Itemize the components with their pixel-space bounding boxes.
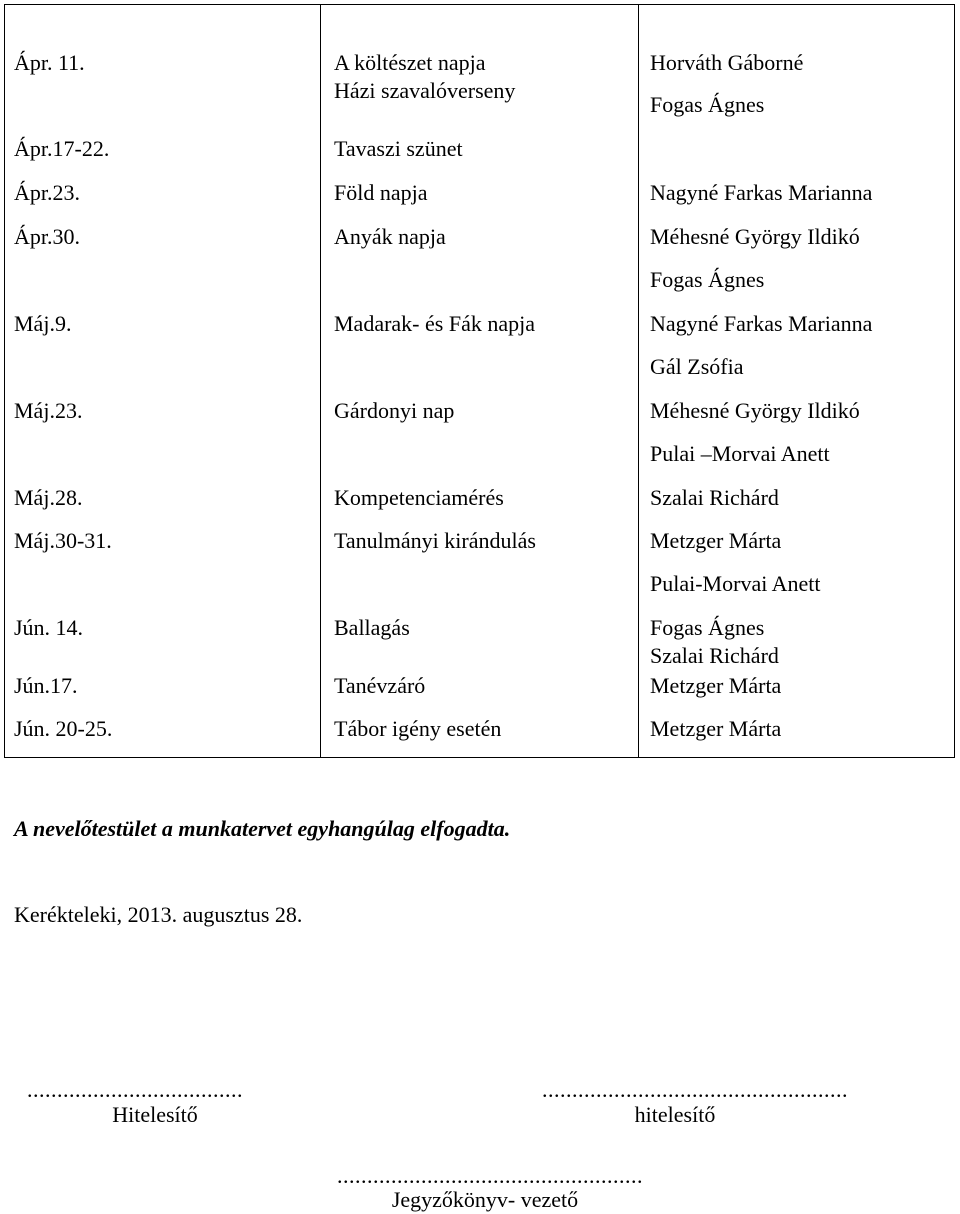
responsible-cell: Fogas Ágnes — [650, 92, 765, 117]
date-cell: Máj.28. — [14, 485, 83, 510]
place-and-date: Kerékteleki, 2013. augusztus 28. — [14, 902, 303, 927]
date-cell: Ápr.23. — [14, 180, 80, 205]
date-cell: Máj.23. — [14, 398, 83, 423]
responsible-cell: Metzger Márta — [650, 528, 782, 553]
date-cell: Máj.9. — [14, 311, 72, 336]
column-divider-1 — [320, 4, 321, 758]
responsible-cell: Fogas Ágnes — [650, 267, 765, 292]
responsible-cell: Méhesné György Ildikó — [650, 224, 860, 249]
signature-line-right: ................................................... — [542, 1077, 848, 1102]
signature-line-left: .................................... — [27, 1077, 243, 1102]
signature-label-center: Jegyzőkönyv- vezető — [391, 1187, 579, 1212]
table-border-right — [954, 4, 955, 758]
event-cell: Madarak- és Fák napja — [334, 311, 535, 336]
event-cell: Anyák napja — [334, 224, 446, 249]
event-cell: Kompetenciamérés — [334, 485, 504, 510]
signature-label-left: Hitelesítő — [112, 1102, 198, 1127]
event-cell: Tanévzáró — [334, 673, 426, 698]
column-divider-2 — [638, 4, 639, 758]
event-cell: A költészet napja — [334, 50, 486, 75]
responsible-cell: Fogas Ágnes — [650, 615, 765, 640]
date-cell: Jún. 14. — [14, 615, 84, 640]
date-cell: Máj.30-31. — [14, 528, 112, 553]
signature-line-center: ................................................... — [337, 1163, 643, 1188]
event-cell: Tavaszi szünet — [334, 136, 463, 161]
responsible-cell: Nagyné Farkas Marianna — [650, 180, 873, 205]
table-border-left — [4, 4, 5, 758]
date-cell: Ápr.30. — [14, 224, 80, 249]
date-cell: Jún. 20-25. — [14, 716, 113, 741]
event-cell: Föld napja — [334, 180, 428, 205]
signature-label-right: hitelesítő — [634, 1102, 716, 1127]
event-cell: Tanulmányi kirándulás — [334, 528, 536, 553]
responsible-cell: Szalai Richárd — [650, 485, 779, 510]
approval-statement: A nevelőtestület a munkatervet egyhangúlag elfogadta. — [14, 816, 511, 841]
responsible-cell: Gál Zsófia — [650, 354, 744, 379]
event-cell: Tábor igény esetén — [334, 716, 502, 741]
table-border-bottom — [4, 757, 955, 758]
responsible-cell: Méhesné György Ildikó — [650, 398, 860, 423]
event-cell: Házi szavalóverseny — [334, 78, 516, 103]
responsible-cell: Pulai –Morvai Anett — [650, 441, 830, 466]
event-cell: Gárdonyi nap — [334, 398, 455, 423]
date-cell: Ápr.17-22. — [14, 136, 110, 161]
date-cell: Jún.17. — [14, 673, 78, 698]
table-border-top — [4, 4, 955, 5]
event-cell: Ballagás — [334, 615, 410, 640]
responsible-cell: Metzger Márta — [650, 673, 782, 698]
responsible-cell: Szalai Richárd — [650, 643, 779, 668]
responsible-cell: Horváth Gáborné — [650, 50, 804, 75]
responsible-cell: Metzger Márta — [650, 716, 782, 741]
date-cell: Ápr. 11. — [14, 50, 85, 75]
responsible-cell: Pulai-Morvai Anett — [650, 571, 821, 596]
responsible-cell: Nagyné Farkas Marianna — [650, 311, 873, 336]
